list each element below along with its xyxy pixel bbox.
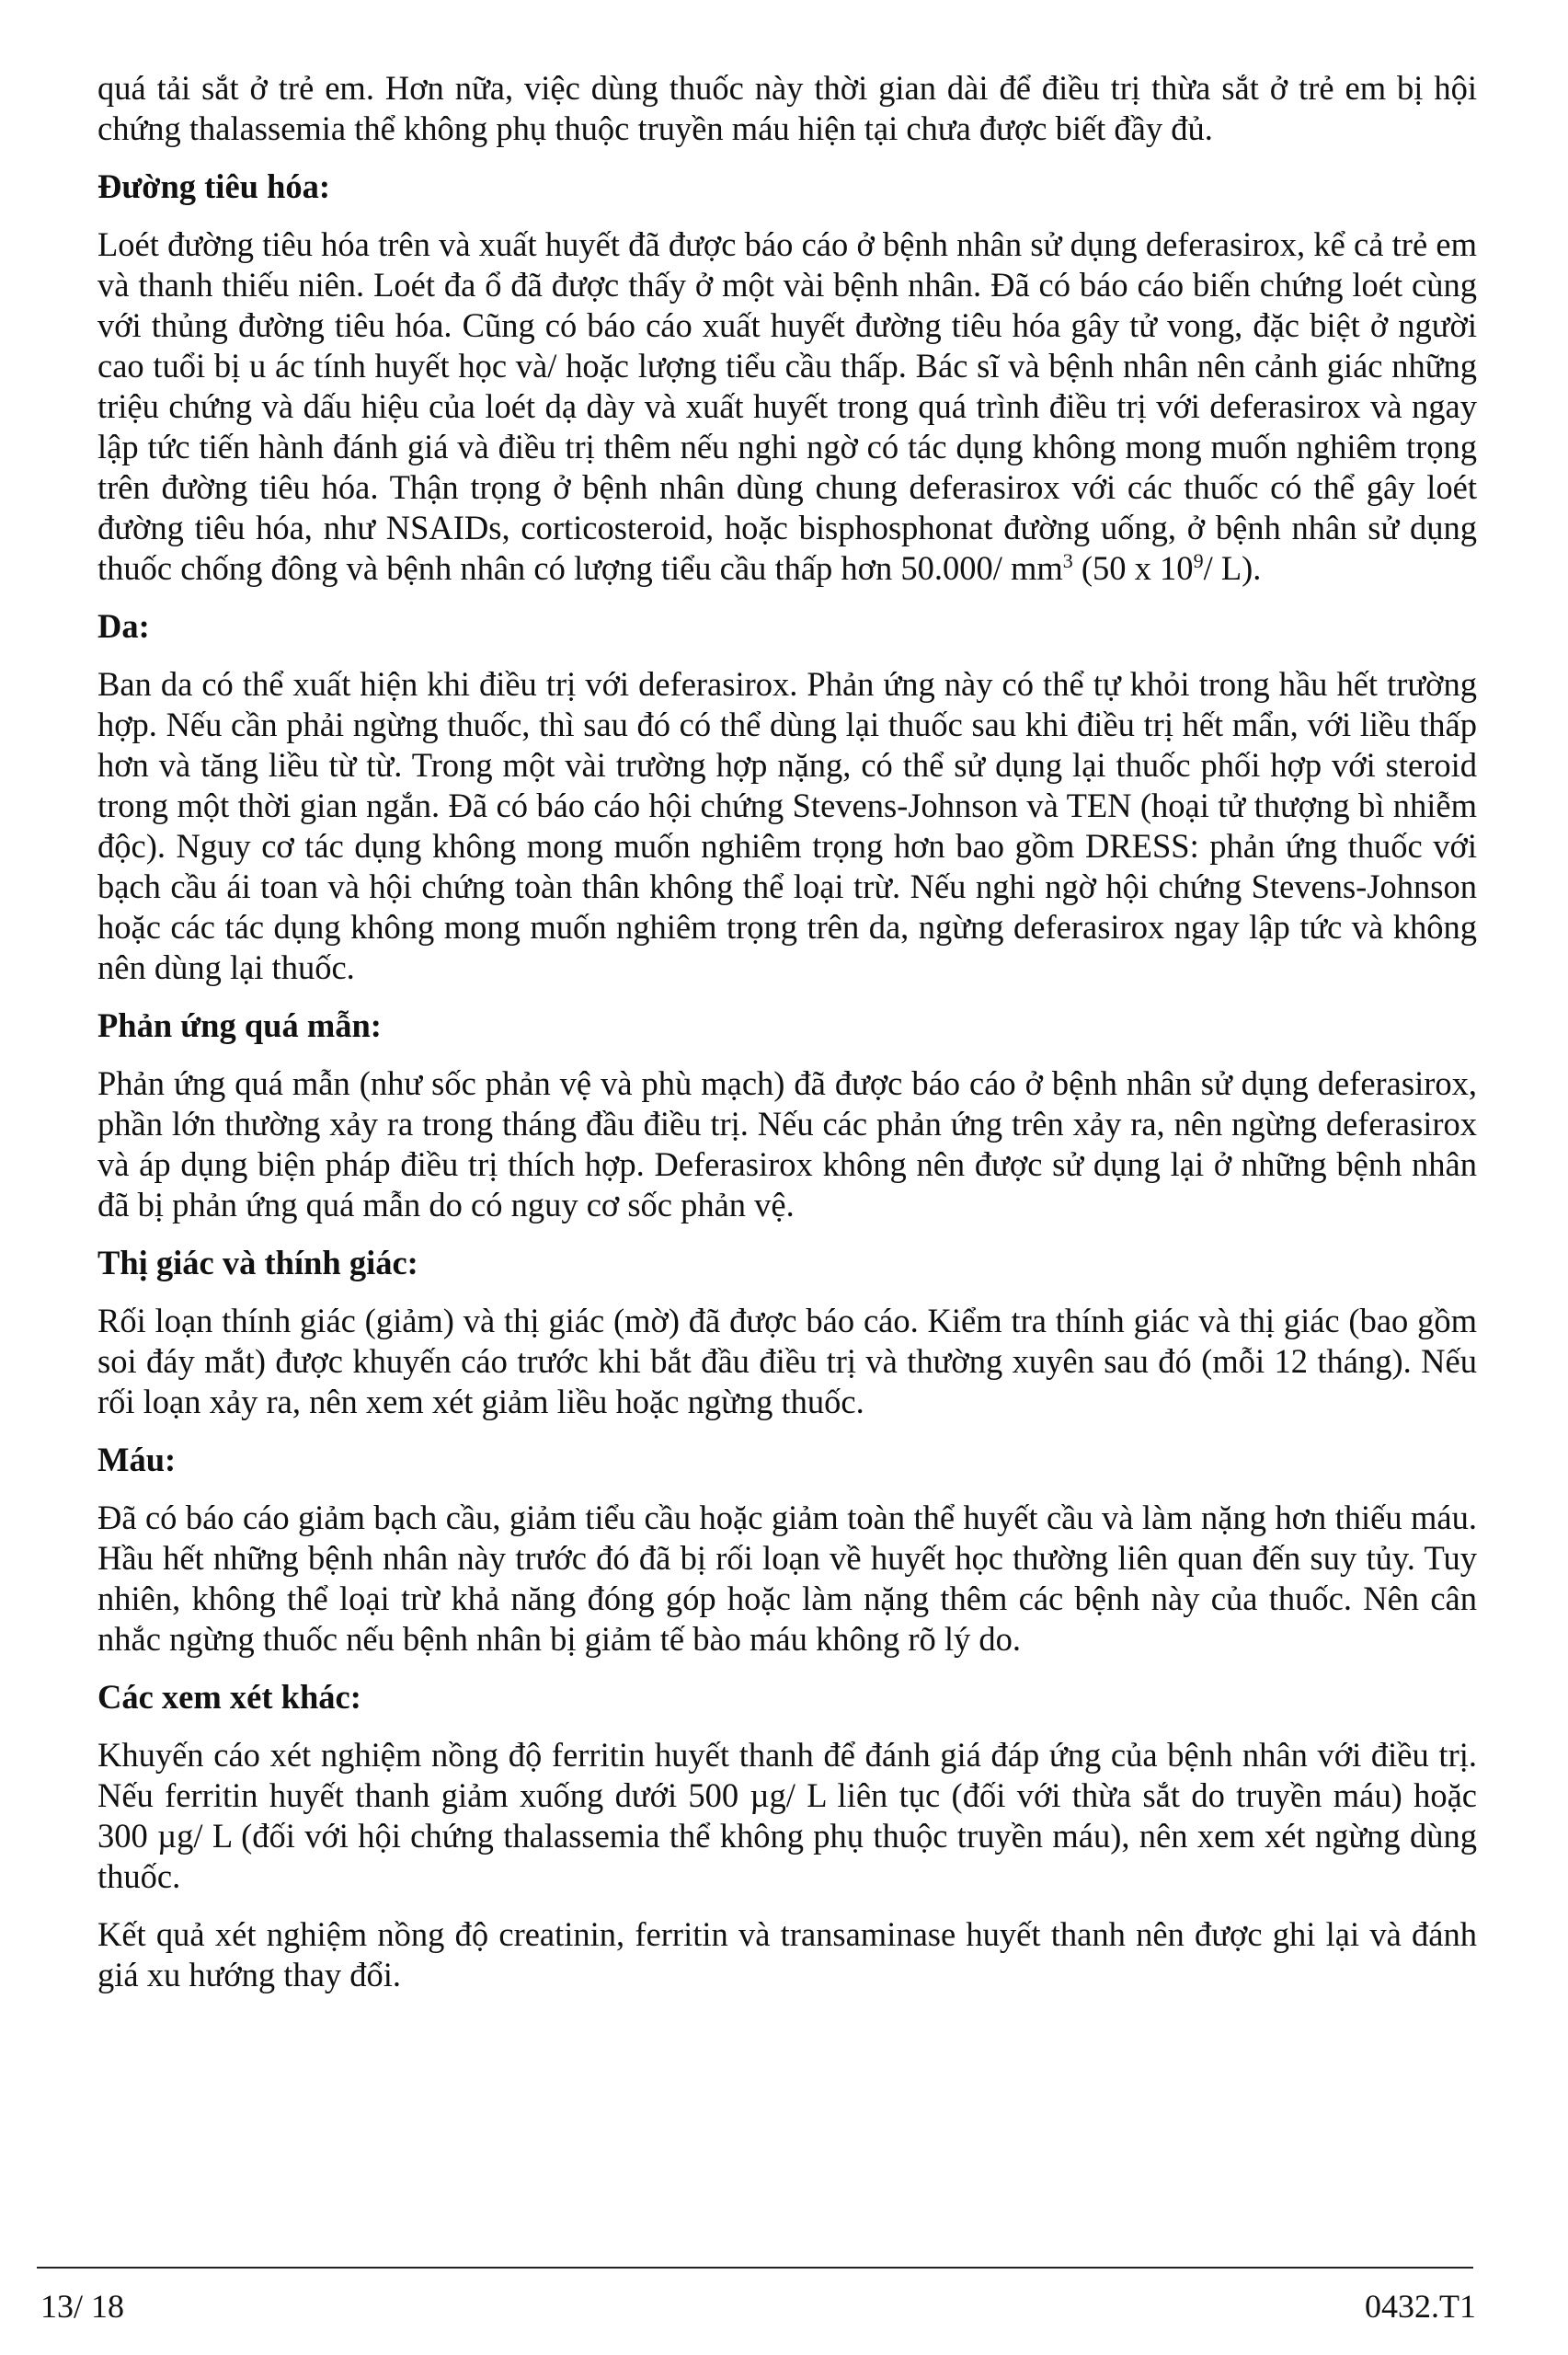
paragraph-intro: quá tải sắt ở trẻ em. Hơn nữa, việc dùng thuốc này thời gian dài để điều trị thừa sắt ở trẻ em bị hội chứng thalassemia thể không phụ thuộc truyền máu hiện tại chưa được biết đầy đủ. bbox=[97, 69, 1477, 147]
document-code: 0432.T1 bbox=[1365, 2288, 1476, 2325]
document-body bbox=[97, 68, 1477, 1995]
superscript: 9 bbox=[1193, 548, 1204, 572]
page-number: 13/ 18 bbox=[40, 2288, 125, 2325]
paragraph-ket-qua-xet-nghiem: Kết quả xét nghiệm nồng độ creatinin, ferritin và transaminase huyết thanh nên được ghi lại và đánh giá xu hướng thay đổi. bbox=[97, 1915, 1477, 1993]
heading-thi-giac-thinh-giac: Thị giác và thính giác: bbox=[97, 1244, 418, 1281]
superscript: 3 bbox=[1062, 548, 1073, 572]
paragraph-mau: Đã có báo cáo giảm bạch cầu, giảm tiểu cầu hoặc giảm toàn thể huyết cầu và làm nặng hơn thiếu máu. Hầu hết những bệnh nhân này trước đó đã bị rối loạn về huyết học thường liên quan đến suy tủy. Tuy nhiên, không thể loại trừ khả năng đóng góp hoặc làm nặng thêm các bệnh này của thuốc. Nên cân nhắc ngừng thuốc nếu bệnh nhân bị giảm tế bào máu không rõ lý do. bbox=[97, 1499, 1477, 1658]
paragraph-text: (50 x 10 bbox=[1072, 549, 1194, 587]
paragraph-text: Loét đường tiêu hóa trên và xuất huyết đã được báo cáo ở bệnh nhân sử dụng deferasirox, kể cả trẻ em và thanh thiếu niên. Loét đa ổ đã được thấy ở một vài bệnh nhân. Đã có báo cáo biến chứng loét cùng với thủng đường tiêu hóa. Cũng có báo cáo xuất huyết đường tiêu hóa gây tử vong, đặc biệt ở người cao tuổi bị u ác tính huyết học và/ hoặc lượng tiểu cầu thấp. Bác sĩ và bệnh nhân nên cảnh giác những triệu chứng và dấu hiệu của loét dạ dày và xuất huyết trong quá trình điều trị với deferasirox và ngay lập tức tiến hành đánh giá và điều trị thêm nếu nghi ngờ có tác dụng không mong muốn nghiêm trọng trên đường tiêu hóa. Thận trọng ở bệnh nhân dùng chung deferasirox với các thuốc có thể gây loét đường tiêu hóa, như NSAIDs, corticosteroid, hoặc bisphosphonat đường uống, ở bệnh nhân sử dụng thuốc chống đông và bệnh nhân có lượng tiểu cầu thấp hơn 50.000/ mm bbox=[97, 225, 1477, 587]
paragraph-thi-giac-thinh-giac: Rối loạn thính giác (giảm) và thị giác (mờ) đã được báo cáo. Kiểm tra thính giác và thị giác (bao gồm soi đáy mắt) được khuyến cáo trước khi bắt đầu điều trị và thường xuyên sau đó (mỗi 12 tháng). Nếu rối loạn xảy ra, nên xem xét giảm liều hoặc ngừng thuốc. bbox=[97, 1302, 1477, 1420]
heading-cac-xem-xet-khac: Các xem xét khác: bbox=[97, 1678, 361, 1716]
footer-divider bbox=[37, 2267, 1473, 2269]
heading-da: Da: bbox=[97, 607, 150, 645]
paragraph-da: Ban da có thể xuất hiện khi điều trị với deferasirox. Phản ứng này có thể tự khỏi trong hầu hết trường hợp. Nếu cần phải ngừng thuốc, thì sau đó có thể dùng lại thuốc sau khi điều trị hết mẩn, với liều thấp hơn và tăng liều từ từ. Trong một vài trường hợp nặng, có thể sử dụng lại thuốc phối hợp với steroid trong một thời gian ngắn. Đã có báo cáo hội chứng Stevens-Johnson và TEN (hoại tử thượng bì nhiễm độc). Nguy cơ tác dụng không mong muốn nghiêm trọng hơn bao gồm DRESS: phản ứng thuốc với bạch cầu ái toan và hội chứng toàn thân không thể loại trừ. Nếu nghi ngờ hội chứng Stevens-Johnson hoặc các tác dụng không mong muốn nghiêm trọng trên da, ngừng deferasirox ngay lập tức và không nên dùng lại thuốc. bbox=[97, 665, 1477, 986]
heading-phan-ung-qua-man: Phản ứng quá mẫn: bbox=[97, 1006, 382, 1044]
paragraph-phan-ung-qua-man: Phản ứng quá mẫn (như sốc phản vệ và phù mạch) đã được báo cáo ở bệnh nhân sử dụng deferasirox, phần lớn thường xảy ra trong tháng đầu điều trị. Nếu các phản ứng trên xảy ra, nên ngừng deferasirox và áp dụng biện pháp điều trị thích hợp. Deferasirox không nên được sử dụng lại ở những bệnh nhân đã bị phản ứng quá mẫn do có nguy cơ sốc phản vệ. bbox=[97, 1064, 1477, 1223]
heading-duong-tieu-hoa: Đường tiêu hóa: bbox=[97, 167, 331, 205]
paragraph-text: / L). bbox=[1203, 549, 1262, 587]
paragraph-cac-xem-xet-khac: Khuyến cáo xét nghiệm nồng độ ferritin huyết thanh để đánh giá đáp ứng của bệnh nhân với điều trị. Nếu ferritin huyết thanh giảm xuống dưới 500 µg/ L liên tục (đối với thừa sắt do truyền máu) hoặc 300 µg/ L (đối với hội chứng thalassemia thể không phụ thuộc truyền máu), nên xem xét ngừng dùng thuốc. bbox=[97, 1736, 1477, 1895]
paragraph-duong-tieu-hoa bbox=[97, 224, 1477, 589]
heading-mau: Máu: bbox=[97, 1441, 177, 1478]
